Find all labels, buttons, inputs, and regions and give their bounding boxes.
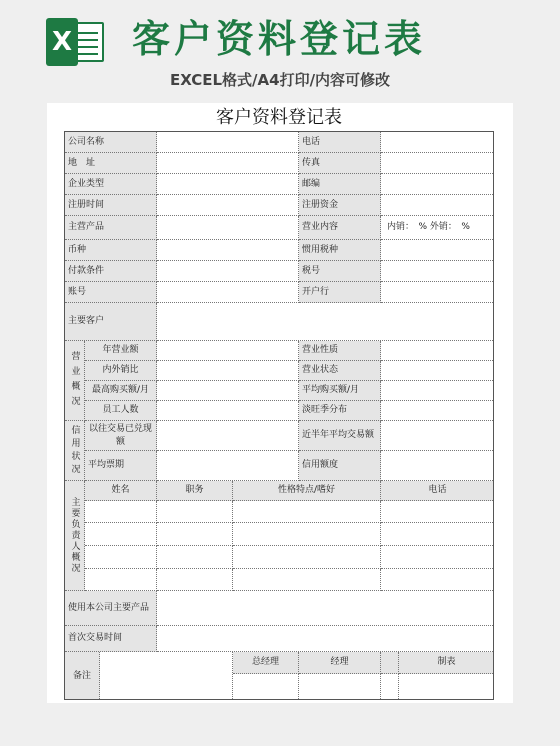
principal-cell[interactable] (85, 501, 157, 523)
label-company-name: 公司名称 (65, 132, 157, 153)
main-title: 客户资料登记表 (132, 17, 427, 61)
label-preparer: 制表 (399, 652, 494, 674)
principal-cell[interactable] (157, 569, 233, 591)
label-biz-overview: 营业概况 (65, 341, 85, 421)
label-zip: 邮编 (299, 174, 381, 195)
company-name-field[interactable] (157, 132, 299, 153)
label-payment-terms: 付款条件 (65, 261, 157, 282)
principal-cell[interactable] (233, 569, 381, 591)
label-staff: 员工人数 (85, 401, 157, 421)
label-tax-no: 税号 (299, 261, 381, 282)
label-tax-type: 惯用税种 (299, 240, 381, 261)
avg-monthly-field[interactable] (381, 381, 494, 401)
principal-cell[interactable] (85, 569, 157, 591)
label-avg-bill: 平均票期 (85, 451, 157, 481)
col-position: 职务 (157, 481, 233, 501)
used-products-field[interactable] (157, 591, 494, 626)
currency-field[interactable] (157, 240, 299, 261)
reg-time-field[interactable] (157, 195, 299, 216)
reg-capital-field[interactable] (381, 195, 494, 216)
manager-sign-field[interactable] (299, 674, 381, 700)
label-past-cashed: 以往交易已兑现额 (85, 421, 157, 451)
biz-nature-field[interactable] (381, 341, 494, 361)
document-title: 客户资料登记表 (216, 107, 342, 128)
label-address: 地 址 (65, 153, 157, 174)
label-half-year-avg: 近半年平均交易额 (299, 421, 381, 451)
principal-cell[interactable] (233, 546, 381, 569)
label-remark: 备注 (65, 652, 100, 700)
staff-field[interactable] (157, 401, 299, 421)
label-biz-content: 营业内容 (299, 216, 381, 240)
principal-cell[interactable] (157, 546, 233, 569)
registration-form (64, 131, 494, 700)
principal-cell[interactable] (381, 546, 494, 569)
label-reg-time: 注册时间 (65, 195, 157, 216)
account-field[interactable] (157, 282, 299, 303)
label-main-product: 主营产品 (65, 216, 157, 240)
principal-cell[interactable] (381, 501, 494, 523)
tax-no-field[interactable] (381, 261, 494, 282)
tax-type-field[interactable] (381, 240, 494, 261)
label-phone: 电话 (299, 132, 381, 153)
label-principal-overview: 主要负责人概况 (65, 481, 85, 591)
biz-status-field[interactable] (381, 361, 494, 381)
label-bank: 开户行 (299, 282, 381, 303)
address-field[interactable] (157, 153, 299, 174)
label-main-customers: 主要客户 (65, 303, 157, 341)
label-avg-monthly: 平均购买额/月 (299, 381, 381, 401)
label-biz-status: 营业状态 (299, 361, 381, 381)
fax-field[interactable] (381, 153, 494, 174)
blank-cell (381, 674, 399, 700)
col-phone: 电话 (381, 481, 494, 501)
bank-field[interactable] (381, 282, 494, 303)
domestic-export-field[interactable]: 内销： % 外销： % (381, 216, 494, 240)
annual-revenue-field[interactable] (157, 341, 299, 361)
label-manager: 经理 (299, 652, 381, 674)
principal-cell[interactable] (233, 501, 381, 523)
dom-ratio-field[interactable] (157, 361, 299, 381)
label-annual-revenue: 年营业额 (85, 341, 157, 361)
label-gm: 总经理 (233, 652, 299, 674)
principal-cell[interactable] (85, 523, 157, 546)
col-name: 姓名 (85, 481, 157, 501)
label-used-products: 使用本公司主要产品 (65, 591, 157, 626)
label-reg-capital: 注册资金 (299, 195, 381, 216)
main-customers-field[interactable] (157, 303, 494, 341)
col-personality: 性格特点/嗜好 (233, 481, 381, 501)
label-currency: 币种 (65, 240, 157, 261)
phone-field[interactable] (381, 132, 494, 153)
remark-field[interactable] (100, 652, 233, 700)
season-field[interactable] (381, 401, 494, 421)
past-cashed-field[interactable] (157, 421, 299, 451)
principal-cell[interactable] (85, 546, 157, 569)
first-trade-field[interactable] (157, 626, 494, 652)
principal-cell[interactable] (157, 501, 233, 523)
label-max-monthly: 最高购买额/月 (85, 381, 157, 401)
principal-cell[interactable] (381, 523, 494, 546)
avg-bill-field[interactable] (157, 451, 299, 481)
label-account: 账号 (65, 282, 157, 303)
label-fax: 传真 (299, 153, 381, 174)
company-type-field[interactable] (157, 174, 299, 195)
label-credit-limit: 信用额度 (299, 451, 381, 481)
half-year-avg-field[interactable] (381, 421, 494, 451)
payment-terms-field[interactable] (157, 261, 299, 282)
principal-cell[interactable] (381, 569, 494, 591)
main-product-field[interactable] (157, 216, 299, 240)
excel-icon: X (46, 18, 104, 66)
zip-field[interactable] (381, 174, 494, 195)
label-credit-status: 信用状况 (65, 421, 85, 481)
max-monthly-field[interactable] (157, 381, 299, 401)
label-dom-ratio: 内外销比 (85, 361, 157, 381)
preparer-sign-field[interactable] (399, 674, 494, 700)
label-season: 淡旺季分布 (299, 401, 381, 421)
banner (0, 0, 560, 100)
label-first-trade: 首次交易时间 (65, 626, 157, 652)
label-biz-nature: 营业性质 (299, 341, 381, 361)
principal-cell[interactable] (157, 523, 233, 546)
subtitle: EXCEL格式/A4打印/内容可修改 (169, 71, 391, 89)
credit-limit-field[interactable] (381, 451, 494, 481)
principal-cell[interactable] (233, 523, 381, 546)
gm-sign-field[interactable] (233, 674, 299, 700)
blank-cell (381, 652, 399, 674)
label-company-type: 企业类型 (65, 174, 157, 195)
